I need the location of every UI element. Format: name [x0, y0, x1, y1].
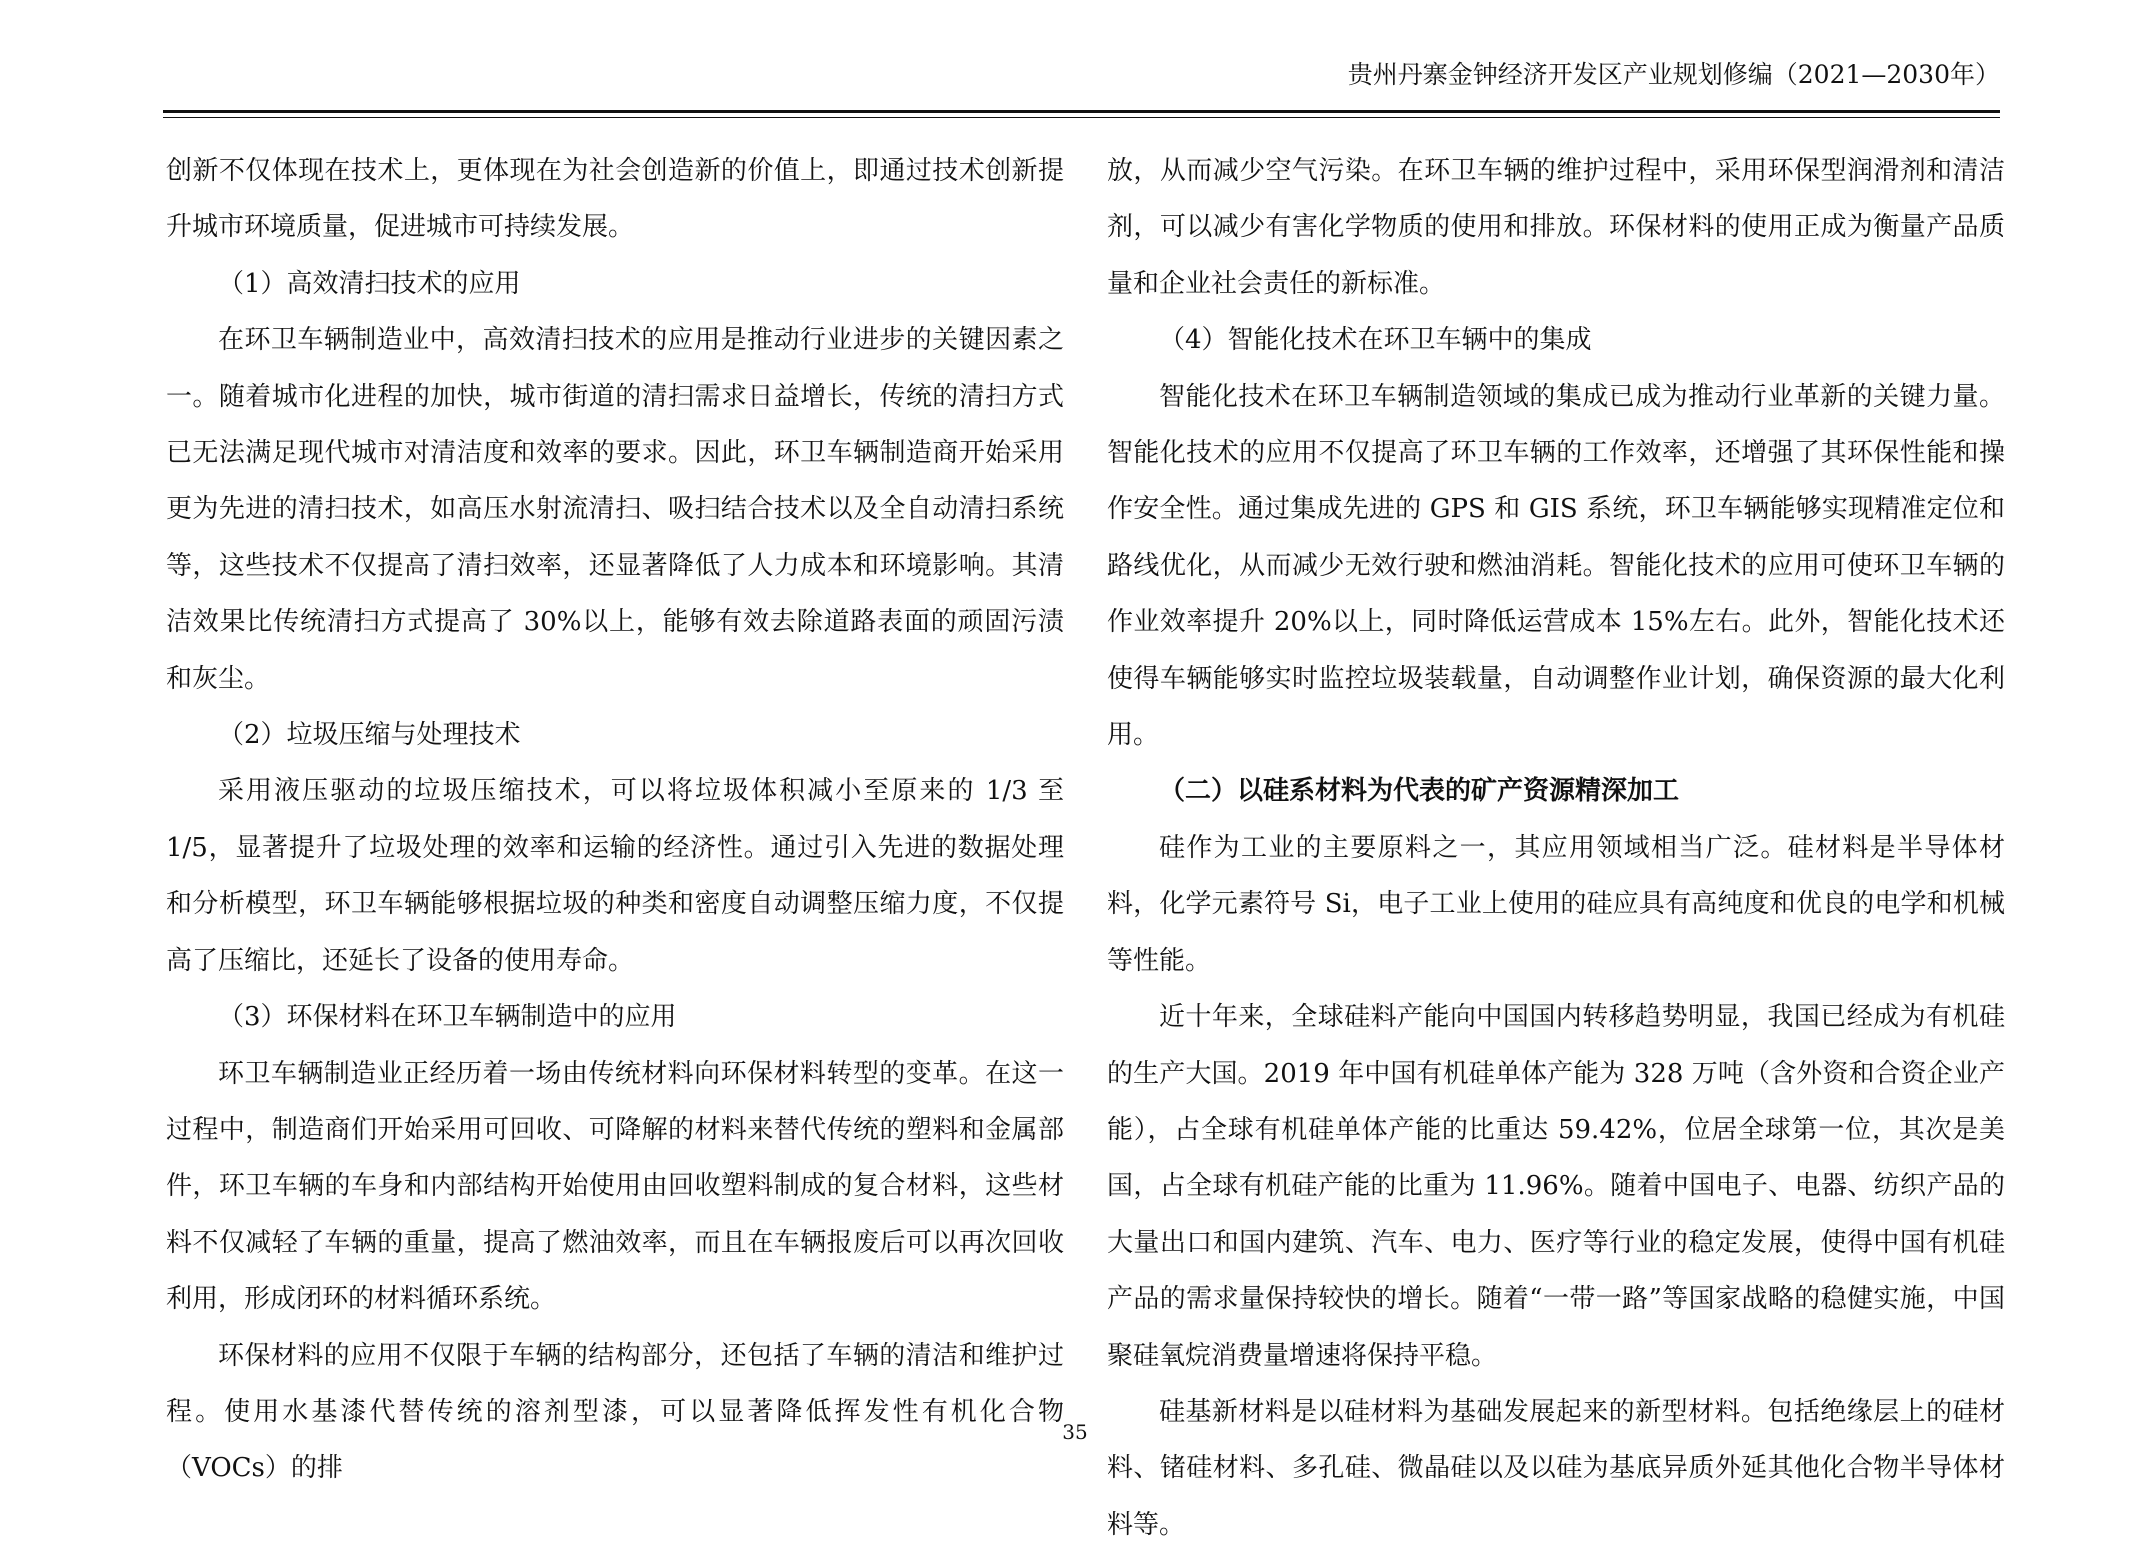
subheading-1: （1）高效清扫技术的应用 [218, 268, 521, 299]
section-heading: （二）以硅系材料为代表的矿产资源精深加工 [1159, 776, 1680, 807]
paragraph-5: 智能化技术在环卫车辆制造领域的集成已成为推动行业革新的关键力量。智能化技术的应用不仅提高了环卫车辆的工作效率，还增强了其环保性能和操作安全性。通过集成先进的 GPS 和 GIS 系统，环卫车辆能够实现精准定位和路线优化，从而减少无效行驶和燃油消耗。智能化技术的应用可使环卫车辆的作业效率提升 20%以上，同时降低运营成本 15%左右。此外，智能化技术还使得车辆能够实时监控垃圾装载量，自动调整作业计划，确保资源的最大化利用。 [1107, 381, 2005, 751]
right-column [1107, 143, 2005, 1553]
page-number: 35 [1062, 1420, 1088, 1444]
paragraph-6: 硅作为工业的主要原料之一，其应用领域相当广泛。硅材料是半导体材料，化学元素符号 Si，电子工业上使用的硅应具有高纯度和优良的电学和机械等性能。 [1107, 832, 2005, 976]
subheading-2: （2）垃圾压缩与处理技术 [218, 720, 521, 751]
paragraph-7: 近十年来，全球硅料产能向中国国内转移趋势明显，我国已经成为有机硅的生产大国。2019 年中国有机硅单体产能为 328 万吨（含外资和合资企业产能），占全球有机硅单体产能的比重达 59.42%，位居全球第一位，其次是美国，占全球有机硅产能的比重为 11.96%。随着中国电子、电器、纺织产品的大量出口和国内建筑、汽车、电力、医疗等行业的稳定发展，使得中国有机硅产品的需求量保持较快的增长。随着“一带一路”等国家战略的稳健实施，中国聚硅氧烷消费量增速将保持平稳。 [1107, 1002, 2005, 1371]
paragraph-continued: 放，从而减少空气污染。在环卫车辆的维护过程中，采用环保型润滑剂和清洁剂，可以减少有害化学物质的使用和排放。环保材料的使用正成为衡量产品质量和企业社会责任的新标准。 [1107, 156, 2005, 299]
subheading-3: （3）环保材料在环卫车辆制造中的应用 [218, 1002, 677, 1033]
paragraph-2: 采用液压驱动的垃圾压缩技术，可以将垃圾体积减小至原来的 1/3 至 1/5，显著提升了垃圾处理的效率和运输的经济性。通过引入先进的数据处理和分析模型，环卫车辆能够根据垃圾的种类和密度自动调整压缩力度，不仅提高了压缩比，还延长了设备的使用寿命。 [166, 776, 1064, 976]
header-rule-thick [163, 110, 2000, 113]
paragraph-1: 在环卫车辆制造业中，高效清扫技术的应用是推动行业进步的关键因素之一。随着城市化进程的加快，城市街道的清扫需求日益增长，传统的清扫方式已无法满足现代城市对清洁度和效率的要求。因此，环卫车辆制造商开始采用更为先进的清扫技术，如高压水射流清扫、吸扫结合技术以及全自动清扫系统等，这些技术不仅提高了清扫效率，还显著降低了人力成本和环境影响。其清洁效果比传统清扫方式提高了 30%以上，能够有效去除道路表面的顽固污渍和灰尘。 [166, 325, 1064, 694]
left-column [166, 143, 1064, 1497]
header-title: 贵州丹寨金钟经济开发区产业规划修编（2021—2030年） [1347, 60, 2000, 89]
paragraph-4: 环保材料的应用不仅限于车辆的结构部分，还包括了车辆的清洁和维护过程。使用水基漆代替传统的溶剂型漆，可以显著降低挥发性有机化合物（VOCs）的排 [166, 1340, 1064, 1484]
paragraph-3: 环卫车辆制造业正经历着一场由传统材料向环保材料转型的变革。在这一过程中，制造商们开始采用可回收、可降解的材料来替代传统的塑料和金属部件，环卫车辆的车身和内部结构开始使用由回收塑料制成的复合材料，这些材料不仅减轻了车辆的重量，提高了燃油效率，而且在车辆报废后可以再次回收利用，形成闭环的材料循环系统。 [166, 1058, 1064, 1315]
header-rule-thin [163, 117, 2000, 118]
subheading-4: （4）智能化技术在环卫车辆中的集成 [1159, 325, 1592, 356]
paragraph-continued: 创新不仅体现在技术上，更体现在为社会创造新的价值上，即通过技术创新提升城市环境质量，促进城市可持续发展。 [166, 156, 1064, 243]
paragraph-8: 硅基新材料是以硅材料为基础发展起来的新型材料。包括绝缘层上的硅材料、锗硅材料、多孔硅、微晶硅以及以硅为基底异质外延其他化合物半导体材料等。 [1107, 1396, 2005, 1540]
